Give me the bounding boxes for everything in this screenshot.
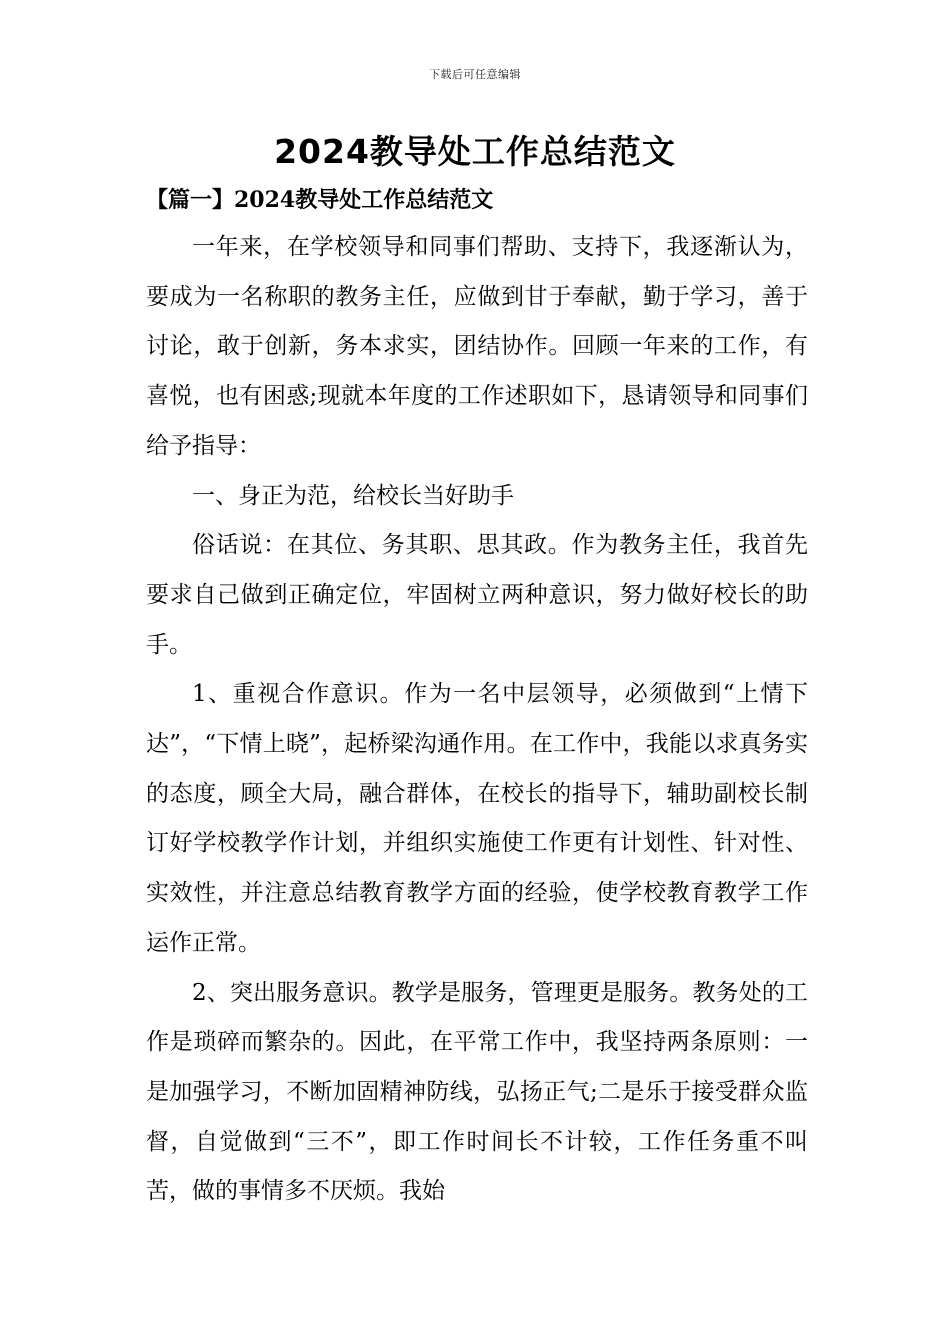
paragraph-point-1: 1、重视合作意识。作为一名中层领导，必须做到“上情下达”，“下情上晓”，起桥梁沟通作用。在工作中，我能以求真务实的态度，顾全大局，融合群体，在校长的指导下，辅助副校长制订好学校教学作计划，并组织实施使工作更有计划性、针对性、实效性，并注意总结教育教学方面的经验，使学校教育教学工作运作正常。 <box>146 681 808 956</box>
paragraph-saying: 俗话说：在其位、务其职、思其政。作为教务主任，我首先要求自己做到正确定位，牢固树立两种意识，努力做好校长的助手。 <box>146 532 808 658</box>
paragraph-heading-1: 一、身正为范，给校长当好助手 <box>192 482 514 509</box>
paragraph-point-2: 2、突出服务意识。教学是服务，管理更是服务。教务处的工作是琐碎而繁杂的。因此，在平常工作中，我坚持两条原则：一是加强学习，不断加固精神防线，弘扬正气;二是乐于接受群众监督，自觉做到“三不”，即工作时间长不计较，工作任务重不叫苦，做的事情多不厌烦。我始 <box>146 979 808 1205</box>
document-title: 2024教导处工作总结范文 <box>274 132 676 171</box>
paragraph-intro: 一年来，在学校领导和同事们帮助、支持下，我逐渐认为，要成为一名称职的教务主任，应做到甘于奉献，勤于学习，善于讨论，敢于创新，务本求实，团结协作。回顾一年来的工作，有喜悦，也有困惑;现就本年度的工作述职如下，恳请领导和同事们给予指导： <box>146 234 808 459</box>
document-body <box>146 223 808 1217</box>
header-note: 下载后可任意编辑 <box>429 68 521 81</box>
section-heading: 【篇一】2024教导处工作总结范文 <box>146 187 494 213</box>
